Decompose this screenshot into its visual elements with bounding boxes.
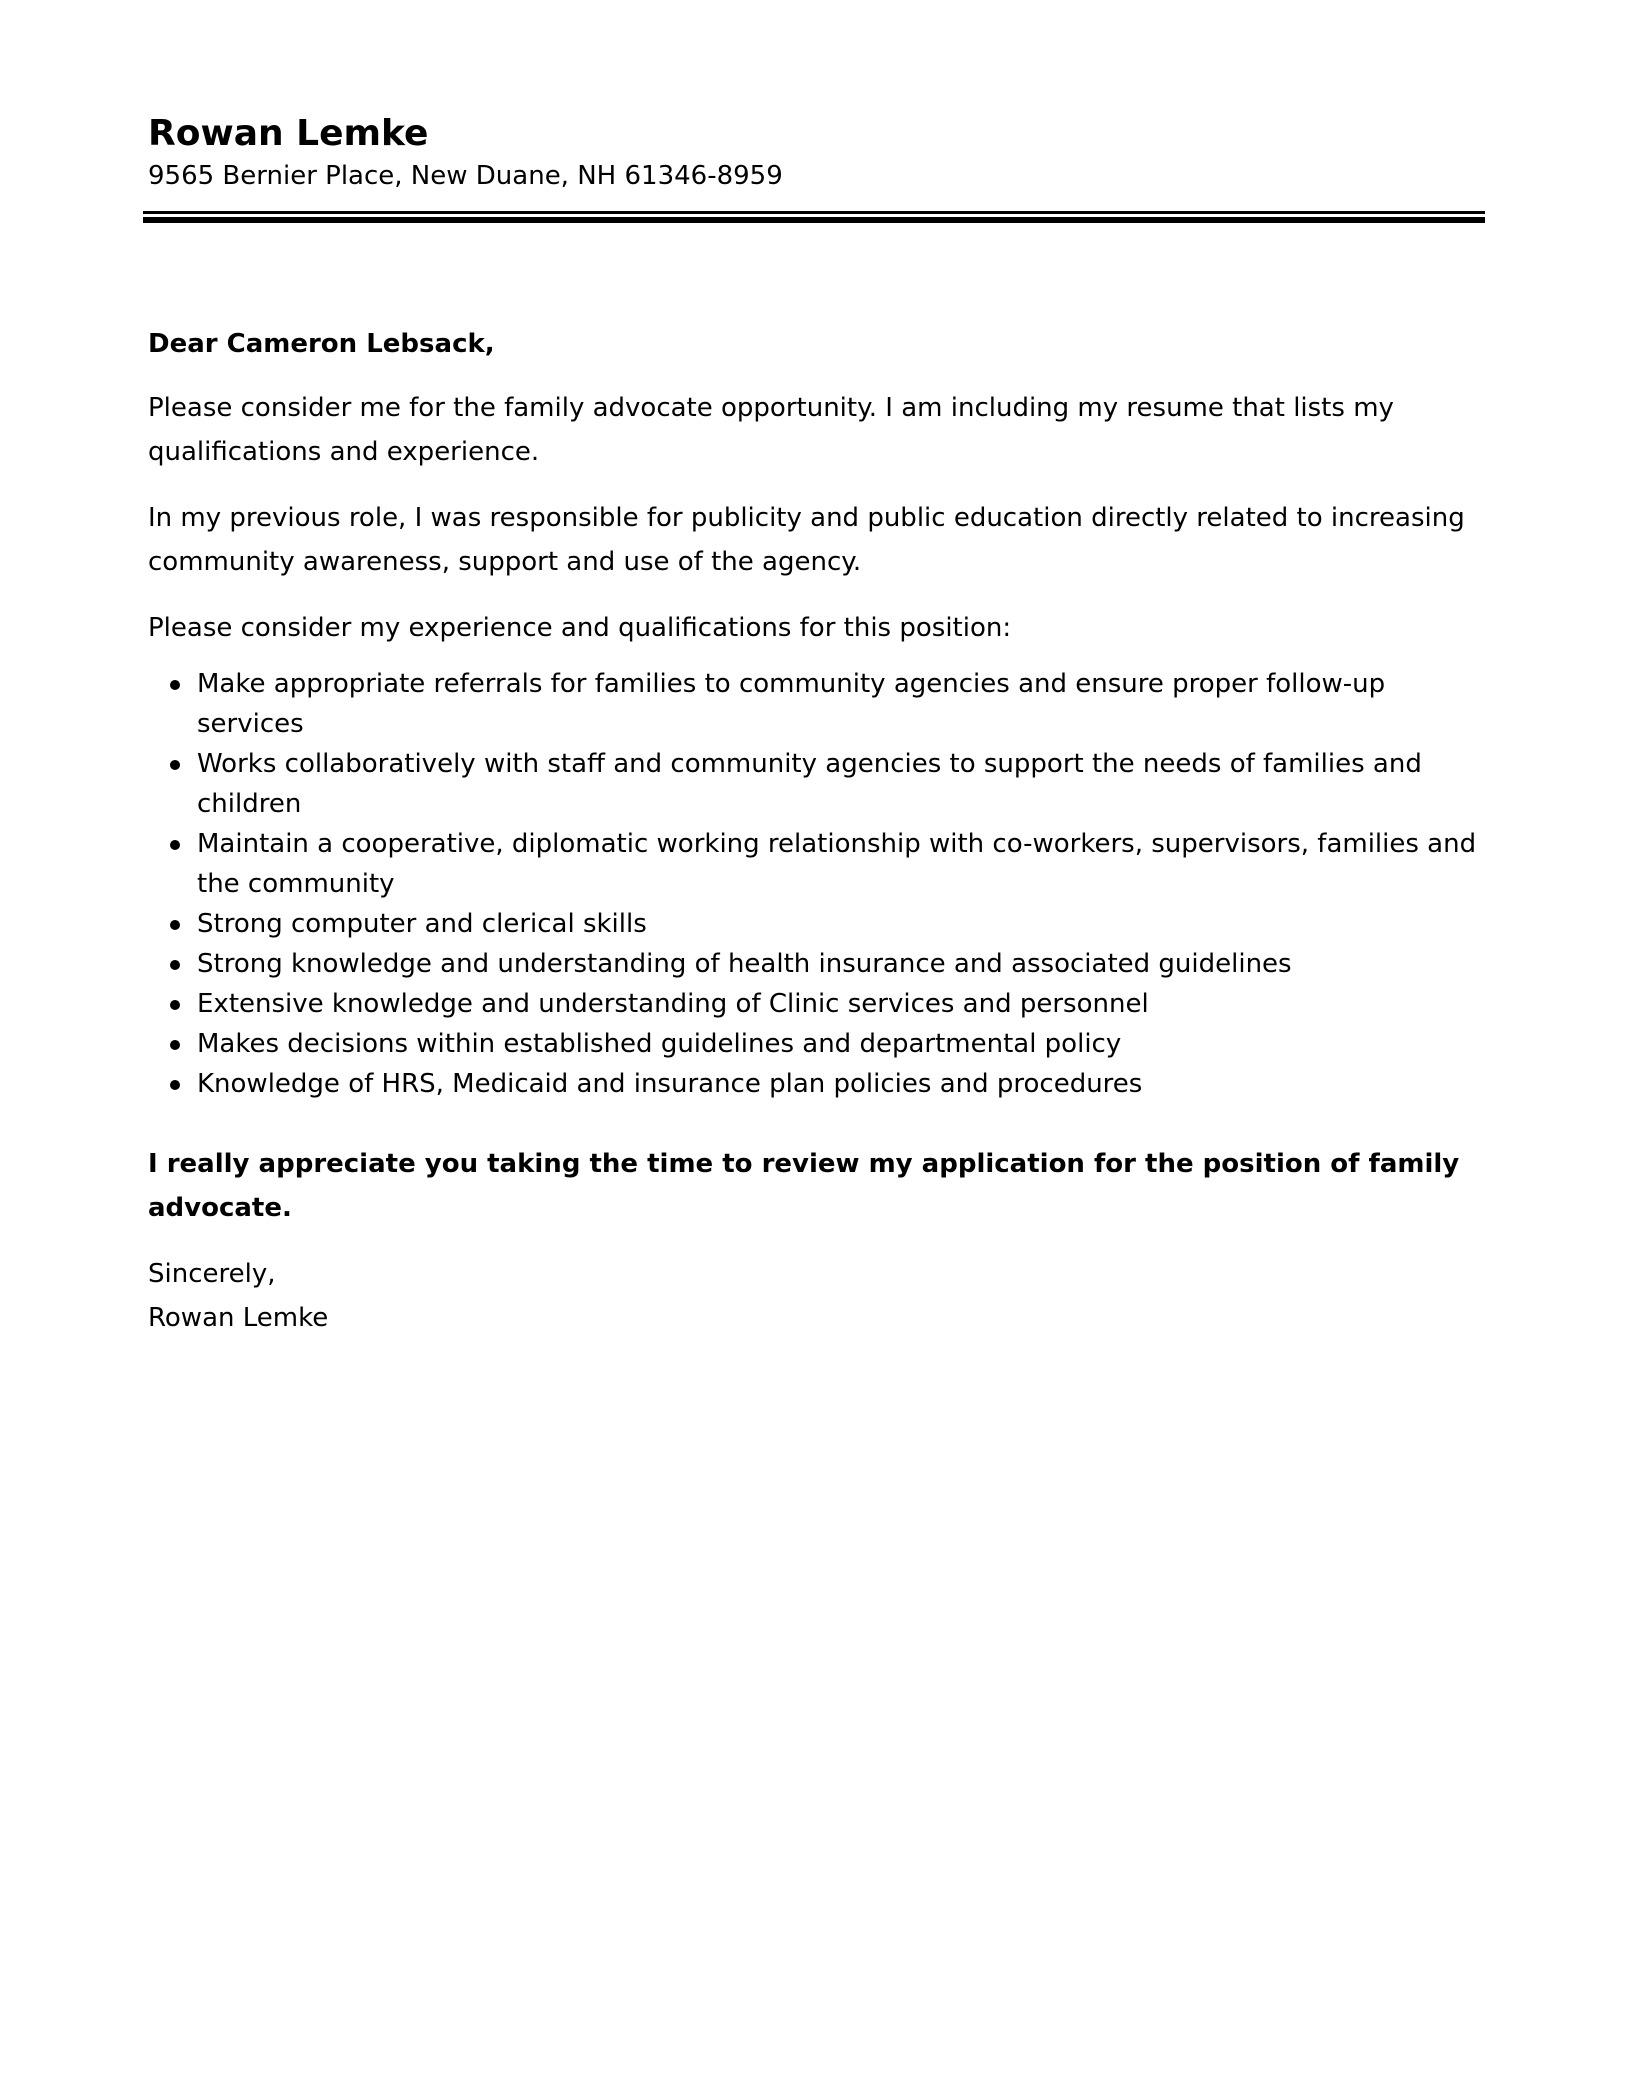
paragraph-qualifications-lead: Please consider my experience and qualifications for this position:: [148, 613, 1012, 643]
list-item: [148, 824, 1488, 904]
signature: Rowan Lemke: [148, 1303, 329, 1333]
bullet-icon: [170, 760, 180, 770]
list-item-text: Knowledge of HRS, Medicaid and insurance plan policies and procedures: [197, 1069, 1143, 1099]
paragraph-previous-role: In my previous role, I was responsible for publicity and public education directly related to increasing community awareness, support and use of the agency.: [148, 503, 1465, 577]
bullet-icon: [170, 840, 180, 850]
list-item-text: Make appropriate referrals for families to community agencies and ensure proper follow-up services: [197, 669, 1386, 739]
list-item: [148, 944, 1488, 984]
list-item-text: Strong computer and clerical skills: [197, 909, 647, 939]
list-item-text: Maintain a cooperative, diplomatic working relationship with co-workers, supervisors, families and the community: [197, 829, 1477, 899]
qualifications-list: [148, 664, 1488, 1104]
header-divider-thin: [143, 211, 1485, 214]
bullet-icon: [170, 680, 180, 690]
list-item-text: Extensive knowledge and understanding of Clinic services and personnel: [197, 989, 1149, 1019]
list-item: [148, 1064, 1488, 1104]
list-item-text: Strong knowledge and understanding of health insurance and associated guidelines: [197, 949, 1292, 979]
header-divider-thick: [143, 217, 1485, 223]
list-item: [148, 744, 1488, 824]
list-item: [148, 984, 1488, 1024]
bullet-icon: [170, 960, 180, 970]
sender-name: Rowan Lemke: [148, 113, 429, 154]
paragraph-intro: Please consider me for the family advocate opportunity. I am including my resume that lists my qualifications and experience.: [148, 393, 1394, 467]
bullet-icon: [170, 1040, 180, 1050]
letter-header: [148, 112, 1484, 195]
bullet-icon: [170, 1000, 180, 1010]
letter-body: [148, 322, 1488, 1340]
bullet-icon: [170, 920, 180, 930]
list-item: [148, 1024, 1488, 1064]
list-item: [148, 904, 1488, 944]
list-item-text: Makes decisions within established guidelines and departmental policy: [197, 1029, 1122, 1059]
signoff: Sincerely,: [148, 1259, 276, 1289]
closing-statement: I really appreciate you taking the time to review my application for the position of family advocate.: [148, 1149, 1460, 1223]
sender-address: 9565 Bernier Place, New Duane, NH 61346-8959: [148, 161, 783, 191]
list-item-text: Works collaboratively with staff and community agencies to support the needs of families and children: [197, 749, 1422, 819]
salutation: Dear Cameron Lebsack,: [148, 329, 495, 359]
list-item: [148, 664, 1488, 744]
bullet-icon: [170, 1080, 180, 1090]
